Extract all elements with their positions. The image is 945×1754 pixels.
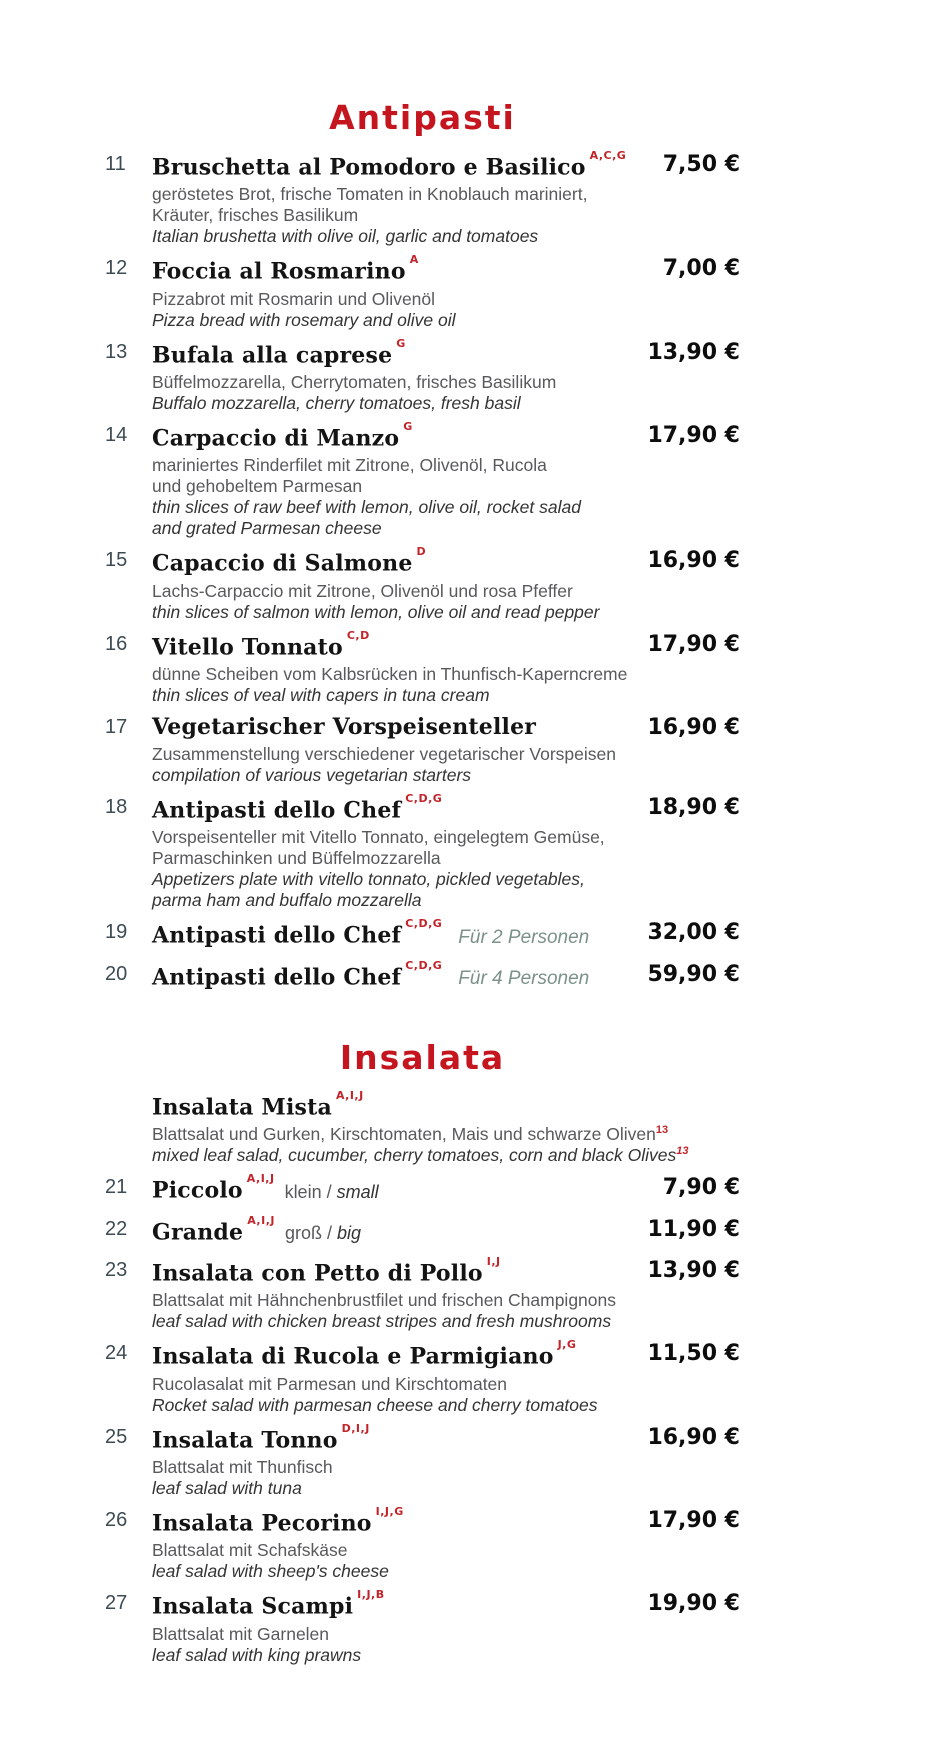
item-number: 11 [105,153,126,175]
item-name: Antipasti dello Chef [152,922,402,949]
item-title-line [152,338,647,372]
item-description-en-text: Italian brushetta with olive oil, garlic and tomatoes [152,226,539,247]
item-allergen-codes: J,G [557,1338,577,1352]
item-description-de-text: Blattsalat mit Schafskäse [152,1540,348,1561]
menu-section-insalata [105,1037,740,1666]
item-description-de-text: und gehobeltem Parmesan [152,476,363,497]
item-body [152,713,647,786]
menu-item [105,1506,740,1582]
item-description-en [152,1645,647,1666]
item-name: Insalata Scampi [152,1593,354,1620]
item-number: 14 [105,423,128,446]
item-description-en-text: leaf salad with tuna [152,1477,302,1498]
item-body [152,1256,647,1332]
item-price: 7,90 € [662,1175,740,1201]
item-description-de [152,1624,647,1645]
menu-item [105,1215,740,1249]
item-body [152,546,647,622]
item-body [152,150,663,247]
item-description-de [152,289,663,310]
item-title-line [152,1215,647,1249]
item-description-en-text: Rocket salad with parmesan cheese and cherry tomatoes [152,1394,598,1415]
item-description-en [152,1478,647,1499]
item-price: 16,90 € [647,1424,740,1450]
item-title-line [152,713,647,744]
item-description-en-text: mixed leaf salad, cucumber, cherry tomatoes, corn and black Olives [152,1145,677,1166]
item-description-en [152,685,647,706]
item-allergen-codes: A,I,J [246,1172,275,1186]
item-description-en [152,518,647,539]
item-description-en [152,497,647,518]
item-title-line [152,254,663,288]
item-description-de-text: Parmaschinken und Büffelmozzarella [152,848,441,869]
item-title-line [152,546,647,580]
menu-item [105,960,740,994]
item-serving-note: Für 4 Personen [458,967,590,989]
item-body [152,960,647,994]
item-body [152,421,647,539]
item-name: Bruschetta al Pomodoro e Basilico [152,154,586,181]
item-price: 17,90 € [647,631,740,657]
menu-item [105,793,740,911]
item-title-line [152,630,647,664]
item-description-de-text: Kräuter, frisches Basilikum [152,205,359,226]
item-name: Vitello Tonnato [152,633,343,660]
item-name: Insalata con Petto di Pollo [152,1260,483,1287]
item-description-en [152,602,647,623]
item-allergen-codes: C,D,G [405,917,443,931]
item-number: 20 [105,962,128,985]
item-allergen-codes: I,J,B [357,1588,385,1602]
item-allergen-codes: I,J,G [375,1504,404,1518]
item-description-de-text: dünne Scheiben vom Kalbsrücken in Thunfisch-Kaperncreme [152,663,628,684]
item-description-de [152,1457,647,1478]
item-name: Antipasti dello Chef [152,963,402,990]
menu-sections [105,100,740,1666]
item-allergen-codes: A,I,J [335,1088,364,1102]
item-name: Insalata Tonno [152,1426,338,1453]
menu-item [105,421,740,539]
item-size-note-en: small [336,1181,379,1202]
item-description-de-text: Vorspeisenteller mit Vitello Tonnato, eingelegtem Gemüse, [152,827,605,848]
item-price: 11,50 € [647,1341,740,1367]
item-number: 16 [105,632,128,655]
item-title-line [152,1506,647,1540]
menu-section-antipasti [105,100,740,994]
item-description-de [152,205,663,226]
item-description-de [152,581,647,602]
item-number: 18 [105,795,128,818]
item-name: Bufala alla caprese [152,341,393,368]
item-price: 13,90 € [647,1257,740,1283]
item-description-en [152,890,647,911]
menu-item [105,1256,740,1332]
item-description-en-text: leaf salad with sheep's cheese [152,1561,389,1582]
item-description-en-text: compilation of various vegetarian starters [152,764,472,785]
item-name: Carpaccio di Manzo [152,425,400,452]
item-body [152,338,647,414]
item-body [152,630,647,706]
item-description-de [152,848,647,869]
footnote-number: 13 [676,1145,689,1158]
item-title-line [152,421,647,455]
item-price: 32,00 € [647,920,740,946]
item-name: Capaccio di Salmone [152,550,413,577]
item-allergen-codes: C,D,G [405,958,443,972]
item-description-de-text: Blattsalat mit Hähnchenbrustfilet und frischen Champignons [152,1290,616,1311]
item-name: Foccia al Rosmarino [152,258,406,285]
item-body [152,254,663,330]
item-allergen-codes: G [403,419,413,433]
item-title-line [152,1173,663,1207]
item-number: 26 [105,1508,128,1531]
item-description-en-text: and grated Parmesan cheese [152,518,382,539]
item-name: Insalata Pecorino [152,1510,372,1537]
item-description-de-text: Pizzabrot mit Rosmarin und Olivenöl [152,288,436,309]
item-description-en [152,869,647,890]
menu-item [105,254,740,330]
item-description-de [152,372,647,393]
item-price: 16,90 € [647,548,740,574]
item-price: 17,90 € [647,422,740,448]
item-price: 19,90 € [647,1591,740,1617]
item-number: 25 [105,1425,128,1448]
item-description-de [152,827,647,848]
section-title: Insalata [339,1037,506,1077]
item-name: Vegetarischer Vorspeisenteller [152,713,537,740]
item-price: 11,90 € [647,1216,740,1242]
item-allergen-codes: A,I,J [247,1213,275,1227]
item-description-de [152,184,663,205]
item-title-line [152,1090,740,1124]
menu-item [105,546,740,622]
item-description-en [152,1145,740,1166]
item-body [152,1215,647,1249]
item-allergen-codes: C,D [346,628,370,642]
item-description-de-text: geröstetes Brot, frische Tomaten in Knoblauch mariniert, [152,184,588,205]
menu-item [105,918,740,952]
item-title-line [152,793,647,827]
item-description-en-text: leaf salad with king prawns [152,1644,362,1665]
item-allergen-codes: A [409,253,419,267]
item-name: Grande [152,1218,244,1245]
item-number: 24 [105,1342,128,1365]
item-body [152,1090,740,1166]
item-description-en-text: Appetizers plate with vitello tonnato, pickled vegetables, [152,869,585,890]
item-title-line [152,918,647,952]
item-number: 23 [105,1258,128,1281]
item-title-line [152,1339,647,1373]
item-description-en [152,765,647,786]
item-number: 22 [105,1217,128,1240]
item-description-de-text: Blattsalat und Gurken, Kirschtomaten, Mais und schwarze Oliven [152,1124,656,1145]
item-title-line [152,1589,647,1623]
item-size-note: groß / big [284,1222,362,1243]
item-title-line [152,1423,647,1457]
item-title-line [152,150,663,184]
item-allergen-codes: A,C,G [589,149,627,162]
item-description-de [152,1374,647,1395]
item-price: 16,90 € [647,714,740,740]
item-title-line [152,960,647,994]
item-description-en [152,226,663,247]
item-description-en-text: thin slices of salmon with lemon, olive oil and read pepper [152,601,600,622]
item-name: Insalata Mista [152,1094,332,1121]
item-body [152,1339,647,1415]
item-title-line [152,1256,647,1290]
item-body [152,1423,647,1499]
item-allergen-codes: D,I,J [341,1421,370,1435]
item-description-en-text: Pizza bread with rosemary and olive oil [152,309,456,330]
item-number: 12 [105,257,128,280]
section-title: Antipasti [329,98,516,137]
item-number: 17 [105,715,128,738]
item-number: 21 [105,1176,128,1199]
item-body [152,793,647,911]
footnote-number: 13 [655,1124,669,1137]
menu-item [105,150,740,247]
item-price: 7,50 € [662,152,740,177]
item-description-en [152,1561,647,1582]
item-name: Insalata di Rucola e Parmigiano [152,1343,554,1370]
item-description-en-text: leaf salad with chicken breast stripes and fresh mushrooms [152,1311,612,1332]
item-description-de [152,476,647,497]
menu-item [105,1589,740,1665]
item-description-de [152,1124,740,1145]
item-description-en [152,393,647,414]
item-description-en [152,310,663,331]
item-body [152,1506,647,1582]
item-serving-note: Für 2 Personen [458,926,590,948]
item-price: 59,90 € [647,961,740,987]
menu-item [105,338,740,414]
item-body [152,1173,663,1207]
item-number: 19 [105,921,128,944]
item-description-de-text: Büffelmozzarella, Cherrytomaten, frisches Basilikum [152,371,557,392]
item-description-de-text: Blattsalat mit Garnelen [152,1623,330,1644]
item-description-de-text: Lachs-Carpaccio mit Zitrone, Olivenöl und rosa Pfeffer [152,580,573,601]
item-size-note: klein / small [284,1181,379,1202]
item-description-en [152,1311,647,1332]
item-description-de-text: Rucolasalat mit Parmesan und Kirschtomaten [152,1373,508,1394]
item-number: 27 [105,1592,128,1615]
item-description-de-text: Zusammenstellung verschiedener vegetarischer Vorspeisen [152,743,616,764]
menu-item [105,1090,740,1166]
item-price: 18,90 € [647,794,740,820]
item-price: 13,90 € [647,339,740,365]
menu-item [105,630,740,706]
item-allergen-codes: D [416,545,427,559]
item-price: 17,90 € [647,1507,740,1533]
item-description-de [152,664,647,685]
item-description-en-text: parma ham and buffalo mozzarella [152,890,422,911]
menu-item [105,1173,740,1207]
item-size-note-en: big [337,1222,362,1243]
item-price: 7,00 € [662,256,740,282]
item-number: 13 [105,340,128,363]
item-number: 15 [105,549,128,572]
menu-item [105,713,740,786]
item-description-de [152,455,647,476]
item-description-de-text: Blattsalat mit Thunfisch [152,1456,333,1477]
menu-item [105,1423,740,1499]
item-allergen-codes: C,D,G [405,791,443,805]
item-description-en [152,1395,647,1416]
item-description-de [152,744,647,765]
item-description-de [152,1290,647,1311]
item-allergen-codes: I,J [486,1254,501,1268]
item-description-en-text: thin slices of veal with capers in tuna cream [152,684,490,705]
item-description-de-text: mariniertes Rinderfilet mit Zitrone, Olivenöl, Rucola [152,455,547,476]
item-description-en-text: Buffalo mozzarella, cherry tomatoes, fresh basil [152,392,521,413]
item-description-de [152,1540,647,1561]
item-body [152,1589,647,1665]
menu-item [105,1339,740,1415]
item-description-en-text: thin slices of raw beef with lemon, olive oil, rocket salad [152,497,581,518]
item-allergen-codes: G [396,336,406,350]
item-name: Antipasti dello Chef [152,797,402,824]
item-body [152,918,647,952]
item-name: Piccolo [152,1177,243,1204]
